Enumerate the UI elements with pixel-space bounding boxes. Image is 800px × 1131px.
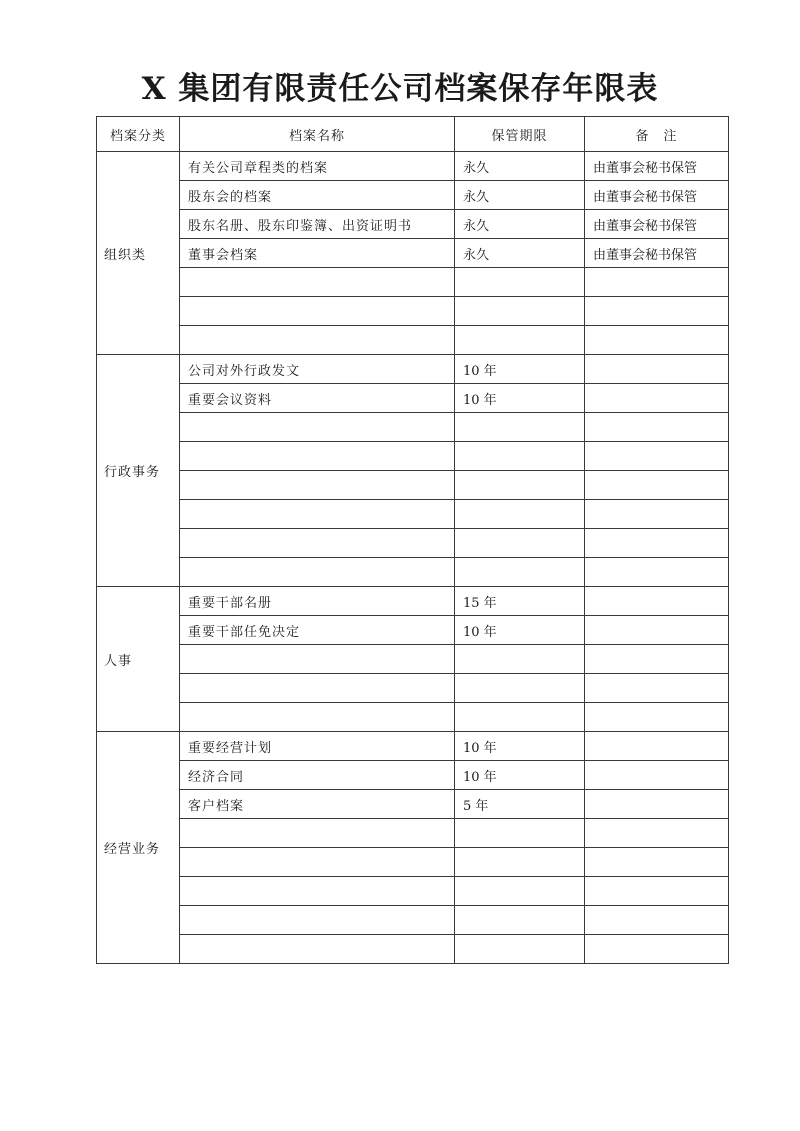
table-row: [97, 703, 729, 732]
remark-cell: [585, 703, 729, 732]
period-cell: [455, 703, 585, 732]
name-cell: [180, 326, 455, 355]
category-cell: 组织类: [97, 152, 180, 355]
period-cell: [455, 877, 585, 906]
name-cell: [180, 645, 455, 674]
name-cell: 股东名册、股东印鉴簿、出资证明书: [180, 210, 455, 239]
name-cell: [180, 297, 455, 326]
name-cell: 有关公司章程类的档案: [180, 152, 455, 181]
header-period: 保管期限: [455, 117, 585, 152]
period-cell: [455, 558, 585, 587]
remark-cell: 由董事会秘书保管: [585, 239, 729, 268]
table-row: [97, 674, 729, 703]
name-cell: 经济合同: [180, 761, 455, 790]
table-header-row: [97, 117, 729, 152]
archive-retention-table: [96, 116, 729, 964]
category-cell: 行政事务: [97, 355, 180, 587]
table-row: [97, 877, 729, 906]
remark-cell: [585, 500, 729, 529]
period-cell: 永久: [455, 152, 585, 181]
remark-cell: [585, 616, 729, 645]
remark-cell: 由董事会秘书保管: [585, 152, 729, 181]
period-cell: [455, 413, 585, 442]
name-cell: [180, 935, 455, 964]
table-body: [97, 152, 729, 964]
period-cell: [455, 848, 585, 877]
period-cell: [455, 500, 585, 529]
name-cell: [180, 471, 455, 500]
table-row: [97, 558, 729, 587]
name-cell: [180, 877, 455, 906]
page-title: X 集团有限责任公司档案保存年限表: [141, 71, 659, 107]
table-row: [97, 355, 729, 384]
period-cell: [455, 529, 585, 558]
remark-cell: [585, 587, 729, 616]
table-row: [97, 732, 729, 761]
remark-cell: [585, 732, 729, 761]
name-cell: [180, 442, 455, 471]
category-cell: 人事: [97, 587, 180, 732]
table-row: [97, 239, 729, 268]
remark-cell: [585, 674, 729, 703]
remark-cell: 由董事会秘书保管: [585, 181, 729, 210]
name-cell: [180, 906, 455, 935]
table-row: [97, 645, 729, 674]
table-row: [97, 587, 729, 616]
remark-cell: [585, 761, 729, 790]
table-row: [97, 326, 729, 355]
period-cell: [455, 819, 585, 848]
name-cell: 股东会的档案: [180, 181, 455, 210]
remark-cell: [585, 297, 729, 326]
name-cell: 客户档案: [180, 790, 455, 819]
name-cell: 重要干部任免决定: [180, 616, 455, 645]
remark-cell: [585, 906, 729, 935]
name-cell: [180, 413, 455, 442]
name-cell: [180, 529, 455, 558]
period-cell: [455, 935, 585, 964]
name-cell: [180, 848, 455, 877]
period-cell: [455, 442, 585, 471]
table-row: [97, 442, 729, 471]
period-cell: [455, 674, 585, 703]
period-cell: 15 年: [455, 587, 585, 616]
remark-cell: [585, 471, 729, 500]
period-cell: 永久: [455, 210, 585, 239]
name-cell: [180, 558, 455, 587]
name-cell: [180, 703, 455, 732]
name-cell: [180, 819, 455, 848]
table-row: [97, 297, 729, 326]
table-row: [97, 268, 729, 297]
table-row: [97, 790, 729, 819]
table-row: [97, 848, 729, 877]
table-row: [97, 181, 729, 210]
remark-cell: 由董事会秘书保管: [585, 210, 729, 239]
header-remark: 备 注: [585, 117, 729, 152]
name-cell: 重要经营计划: [180, 732, 455, 761]
remark-cell: [585, 355, 729, 384]
remark-cell: [585, 268, 729, 297]
name-cell: 公司对外行政发文: [180, 355, 455, 384]
table-row: [97, 152, 729, 181]
remark-cell: [585, 442, 729, 471]
remark-cell: [585, 529, 729, 558]
period-cell: 10 年: [455, 732, 585, 761]
period-cell: [455, 326, 585, 355]
remark-cell: [585, 877, 729, 906]
name-cell: [180, 500, 455, 529]
remark-cell: [585, 819, 729, 848]
name-cell: [180, 674, 455, 703]
remark-cell: [585, 384, 729, 413]
name-cell: 重要干部名册: [180, 587, 455, 616]
period-cell: [455, 471, 585, 500]
name-cell: 重要会议资料: [180, 384, 455, 413]
table-row: [97, 471, 729, 500]
table-row: [97, 529, 729, 558]
remark-cell: [585, 413, 729, 442]
period-cell: 永久: [455, 181, 585, 210]
table-row: [97, 935, 729, 964]
period-cell: 永久: [455, 239, 585, 268]
period-cell: [455, 645, 585, 674]
name-cell: [180, 268, 455, 297]
remark-cell: [585, 645, 729, 674]
period-cell: [455, 268, 585, 297]
remark-cell: [585, 326, 729, 355]
header-category: 档案分类: [97, 117, 180, 152]
table-row: [97, 384, 729, 413]
table-row: [97, 413, 729, 442]
remark-cell: [585, 848, 729, 877]
period-cell: 10 年: [455, 355, 585, 384]
period-cell: [455, 906, 585, 935]
header-name: 档案名称: [180, 117, 455, 152]
table-row: [97, 819, 729, 848]
table-row: [97, 210, 729, 239]
period-cell: 5 年: [455, 790, 585, 819]
name-cell: 董事会档案: [180, 239, 455, 268]
table-row: [97, 616, 729, 645]
period-cell: 10 年: [455, 761, 585, 790]
category-cell: 经营业务: [97, 732, 180, 964]
table-row: [97, 906, 729, 935]
remark-cell: [585, 558, 729, 587]
remark-cell: [585, 790, 729, 819]
remark-cell: [585, 935, 729, 964]
period-cell: 10 年: [455, 616, 585, 645]
table-row: [97, 500, 729, 529]
period-cell: 10 年: [455, 384, 585, 413]
period-cell: [455, 297, 585, 326]
table-row: [97, 761, 729, 790]
